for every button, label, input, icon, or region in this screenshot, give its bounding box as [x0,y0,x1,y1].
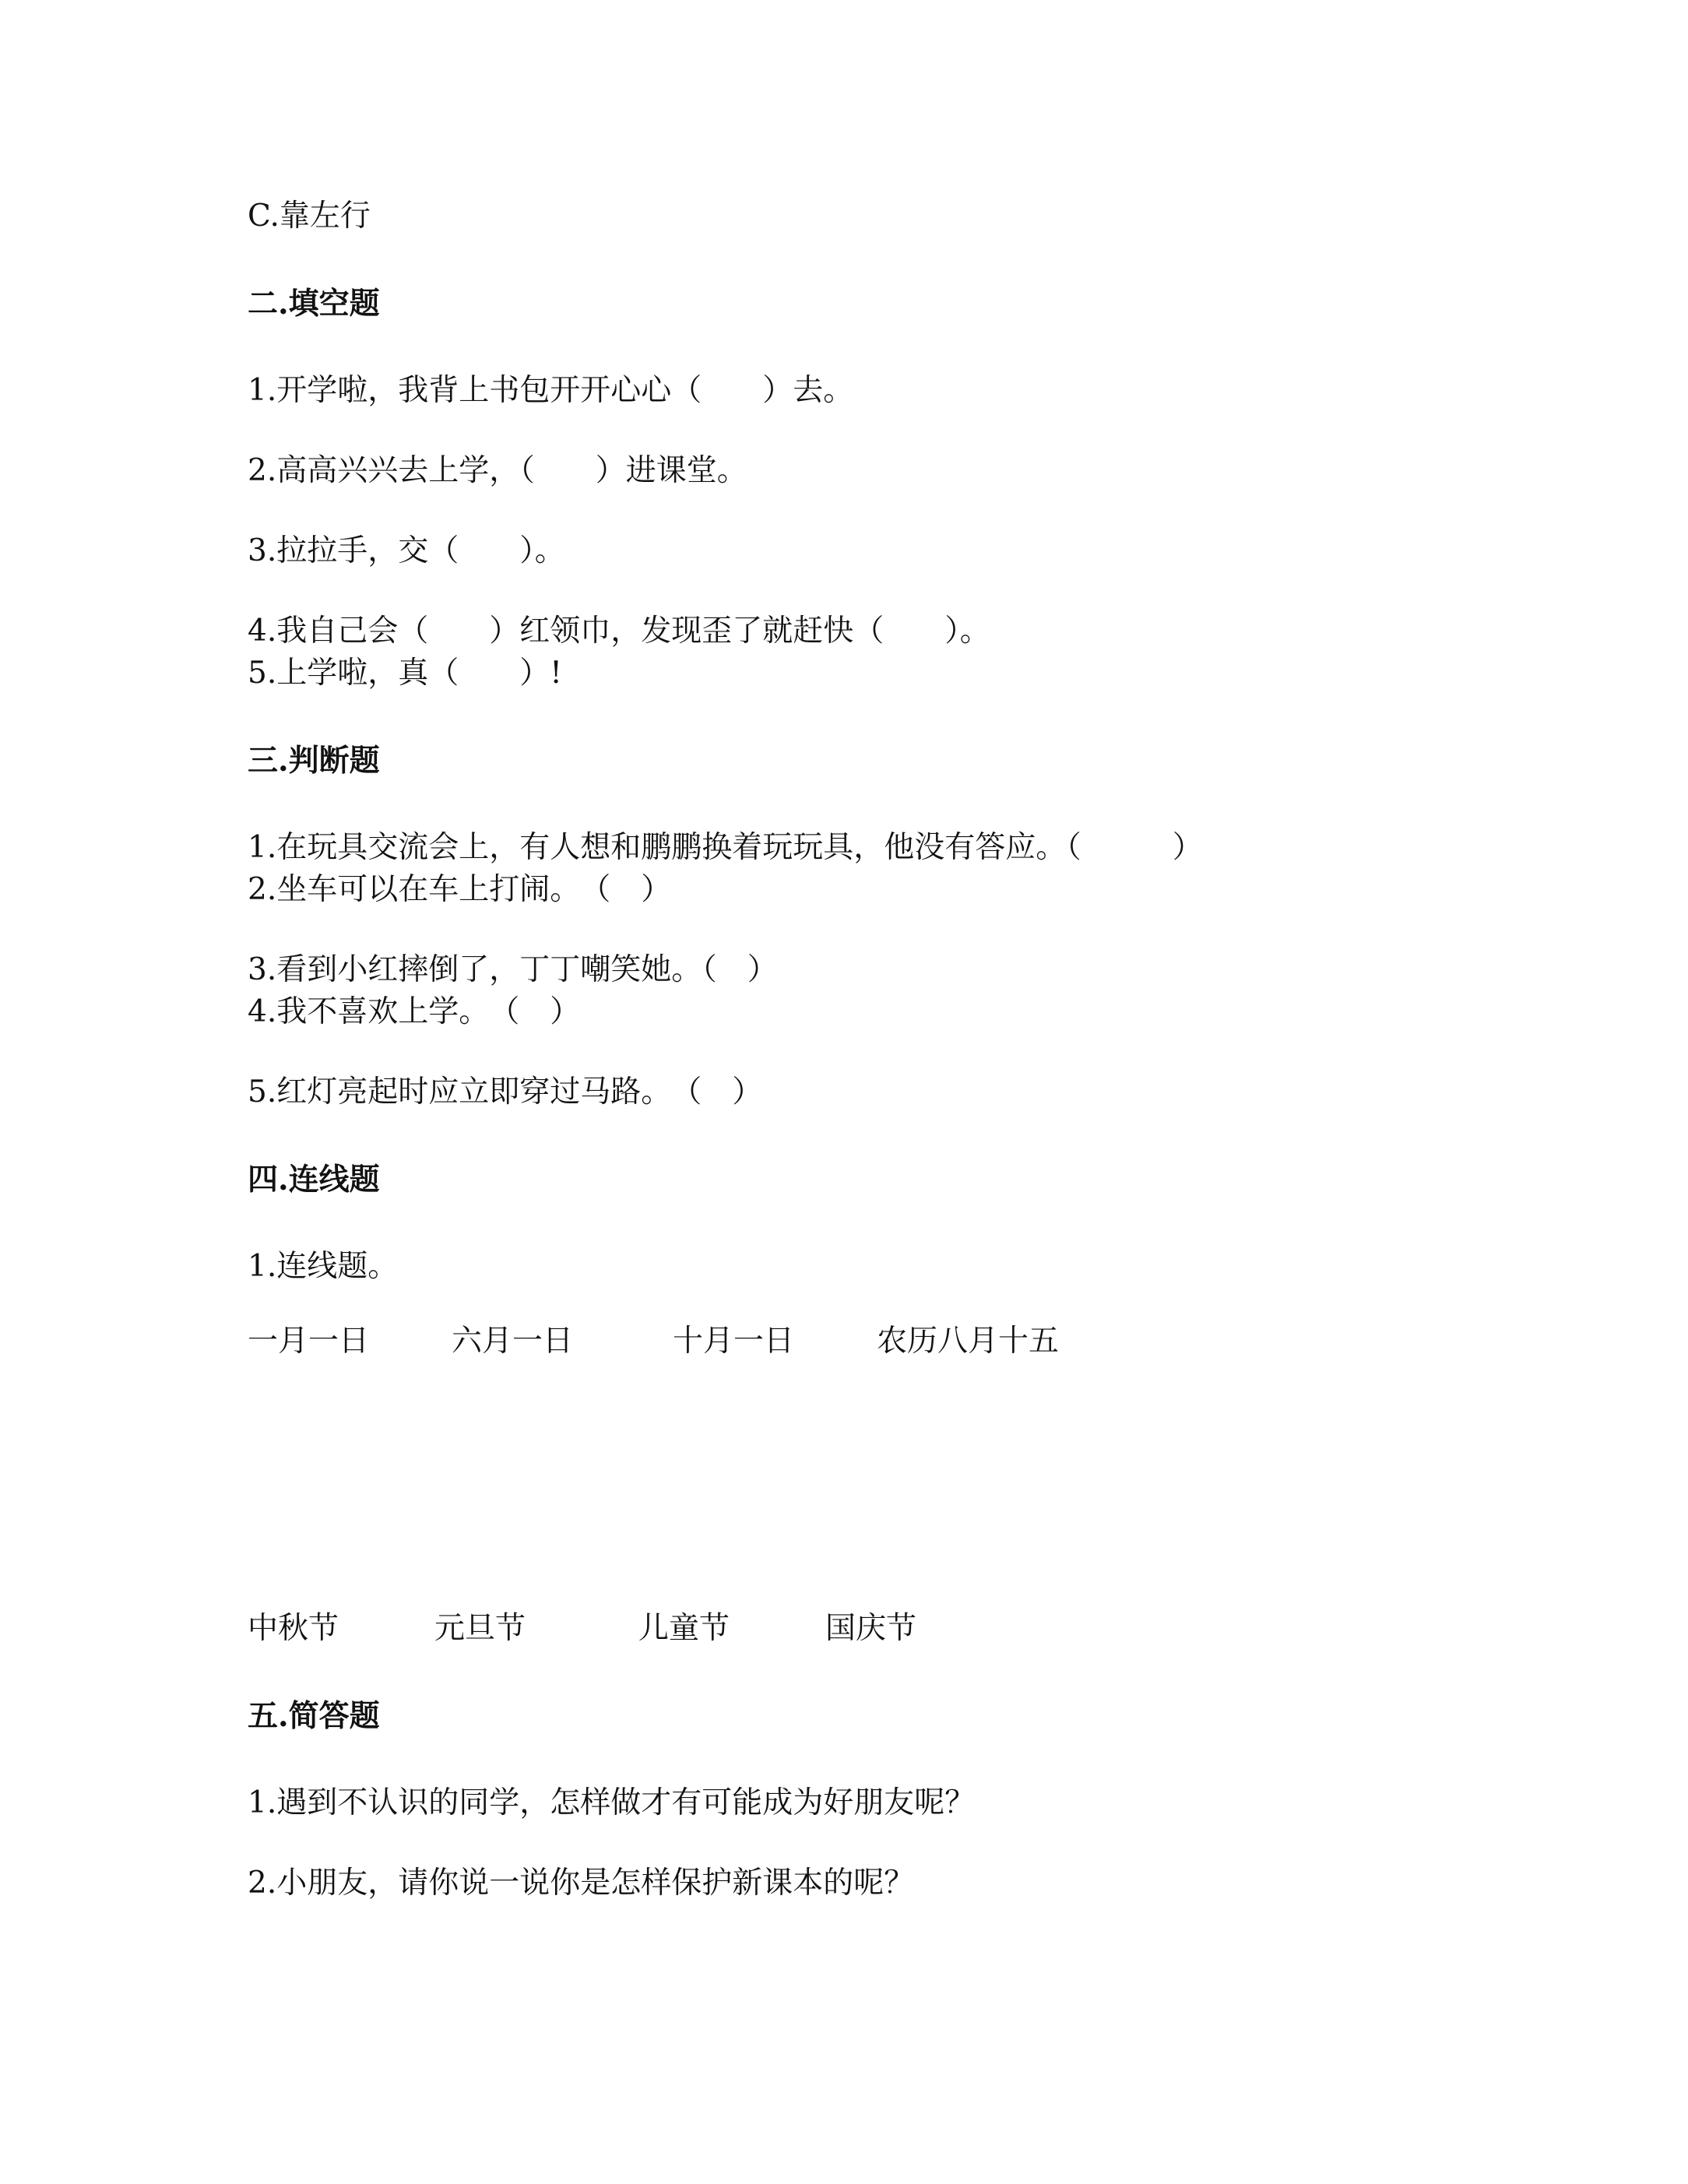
match-festival-item: 国庆节 [825,1611,917,1646]
judge-question-2: 2.坐车可以在车上打闹。 （ ） [248,872,672,907]
section-heading-true-false: 三.判断题 [248,743,380,779]
judge-question-1: 1.在玩具交流会上，有人想和鹏鹏换着玩玩具，他没有答应。（ ） [248,830,1203,865]
fill-question-1: 1.开学啦，我背上书包开开心心（ ）去。 [248,373,854,408]
fill-question-2: 2.高高兴兴去上学，（ ）进课堂。 [248,453,747,488]
fill-question-3: 3.拉拉手，交（ ）。 [248,533,565,568]
choice-c: C.靠左行 [248,199,371,234]
match-date-item: 十月一日 [673,1324,795,1359]
match-festival-item: 元旦节 [434,1611,526,1646]
match-festival-item: 儿童节 [638,1611,730,1646]
section-heading-short-answer: 五.简答题 [248,1698,380,1734]
short-answer-question-1: 1.遇到不认识的同学，怎样做才有可能成为好朋友呢？ [248,1785,976,1820]
match-festival-item: 中秋节 [248,1611,339,1646]
match-date-item: 六月一日 [452,1324,574,1359]
section-heading-fill-in: 二.填空题 [248,286,380,322]
judge-question-3: 3.看到小红摔倒了，丁丁嘲笑她。（ ） [248,952,778,987]
short-answer-question-2: 2.小朋友，请你说一说你是怎样保护新课本的呢？ [248,1866,915,1901]
judge-question-4: 4.我不喜欢上学。 （ ） [248,994,581,1029]
judge-question-5: 5.红灯亮起时应立即穿过马路。 （ ） [248,1074,763,1110]
matching-question-1: 1.连线题。 [248,1249,399,1284]
match-date-item: 一月一日 [248,1324,370,1359]
matching-dates-row [248,1322,1493,1361]
match-date-item: 农历八月十五 [877,1324,1060,1359]
fill-question-4: 4.我自己会（ ）红领巾，发现歪了就赶快（ ）。 [248,614,990,649]
fill-question-5: 5.上学啦，真（ ）! [248,656,562,691]
section-heading-matching: 四.连线题 [248,1162,380,1198]
matching-festivals-row [248,1609,1493,1648]
